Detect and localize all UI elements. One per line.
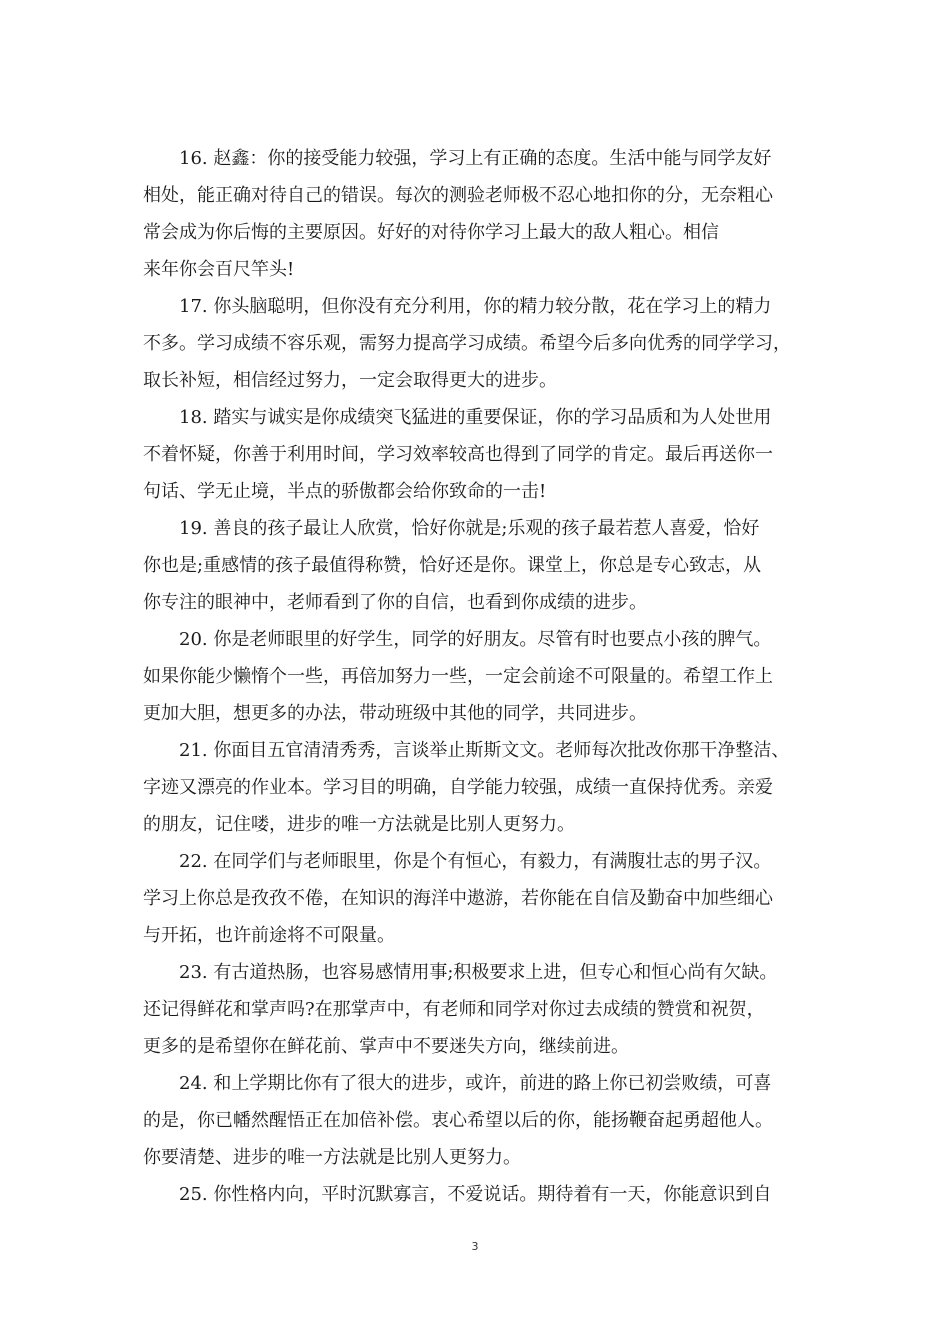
paragraph-line: 17. 你头脑聪明，但你没有充分利用，你的精力较分散，花在学习上的精力	[179, 296, 772, 317]
paragraph-line: 21. 你面目五官清清秀秀，言谈举止斯斯文文。老师每次批改你那干净整洁、	[179, 740, 790, 761]
paragraph-line: 你要清楚、进步的唯一方法就是比别人更努力。	[143, 1147, 521, 1168]
paragraph-line: 18. 踏实与诚实是你成绩突飞猛进的重要保证，你的学习品质和为人处世用	[179, 407, 772, 428]
paragraph-line: 更加大胆，想更多的办法，带动班级中其他的同学，共同进步。	[143, 703, 647, 724]
comment-paragraph-16	[143, 140, 823, 288]
paragraph-line: 20. 你是老师眼里的好学生，同学的好朋友。尽管有时也要点小孩的脾气。	[179, 629, 772, 650]
document-body	[143, 140, 823, 1213]
paragraph-line: 19. 善良的孩子最让人欣赏，恰好你就是;乐观的孩子最若惹人喜爱，恰好	[179, 518, 760, 539]
paragraph-line: 的是，你已幡然醒悟正在加倍补偿。衷心希望以后的你，能扬鞭奋起勇超他人。	[143, 1110, 773, 1131]
paragraph-line: 相处，能正确对待自己的错误。每次的测验老师极不忍心地扣你的分，无奈粗心	[143, 185, 773, 206]
paragraph-line: 常会成为你后悔的主要原因。好好的对待你学习上最大的敌人粗心。相信	[143, 222, 719, 243]
paragraph-line: 与开拓，也许前途将不可限量。	[143, 925, 395, 946]
comment-paragraph-20	[143, 621, 823, 732]
comment-paragraph-17	[143, 288, 823, 399]
page-number: 3	[471, 1240, 479, 1253]
comment-paragraph-19	[143, 510, 823, 621]
comment-paragraph-25	[143, 1176, 823, 1213]
paragraph-line: 的朋友，记住喽，进步的唯一方法就是比别人更努力。	[143, 814, 575, 835]
comment-paragraph-21	[143, 732, 823, 843]
paragraph-line: 24. 和上学期比你有了很大的进步，或许，前进的路上你已初尝败绩，可喜	[179, 1073, 772, 1094]
paragraph-line: 不着怀疑，你善于利用时间，学习效率较高也得到了同学的肯定。最后再送你一	[143, 444, 773, 465]
paragraph-line: 来年你会百尺竿头!	[143, 259, 295, 280]
paragraph-line: 16. 赵鑫：你的接受能力较强，学习上有正确的态度。生活中能与同学友好	[179, 148, 772, 169]
paragraph-line: 如果你能少懒惰个一些，再倍加努力一些，一定会前途不可限量的。希望工作上	[143, 666, 773, 687]
paragraph-line: 22. 在同学们与老师眼里，你是个有恒心，有毅力，有满腹壮志的男子汉。	[179, 851, 772, 872]
comment-paragraph-22	[143, 843, 823, 954]
paragraph-line: 你也是;重感情的孩子最值得称赞，恰好还是你。课堂上，你总是专心致志，从	[143, 555, 762, 576]
paragraph-line: 更多的是希望你在鲜花前、掌声中不要迷失方向，继续前进。	[143, 1036, 629, 1057]
paragraph-line: 句话、学无止境，半点的骄傲都会给你致命的一击!	[143, 481, 547, 502]
paragraph-line: 23. 有古道热肠，也容易感情用事;积极要求上进，但专心和恒心尚有欠缺。	[179, 962, 778, 983]
paragraph-line: 不多。学习成绩不容乐观，需努力提高学习成绩。希望今后多向优秀的同学学习，	[143, 333, 791, 354]
paragraph-line: 学习上你总是孜孜不倦，在知识的海洋中遨游，若你能在自信及勤奋中加些细心	[143, 888, 773, 909]
paragraph-line: 字迹又漂亮的作业本。学习目的明确，自学能力较强，成绩一直保持优秀。亲爱	[143, 777, 773, 798]
comment-paragraph-24	[143, 1065, 823, 1176]
paragraph-line: 25. 你性格内向，平时沉默寡言，不爱说话。期待着有一天，你能意识到自	[179, 1184, 772, 1205]
comment-paragraph-18	[143, 399, 823, 510]
paragraph-line: 取长补短，相信经过努力，一定会取得更大的进步。	[143, 370, 557, 391]
paragraph-line: 还记得鲜花和掌声吗?在那掌声中，有老师和同学对你过去成绩的赞赏和祝贺，	[143, 999, 765, 1020]
paragraph-line: 你专注的眼神中，老师看到了你的自信，也看到你成绩的进步。	[143, 592, 647, 613]
comment-paragraph-23	[143, 954, 823, 1065]
